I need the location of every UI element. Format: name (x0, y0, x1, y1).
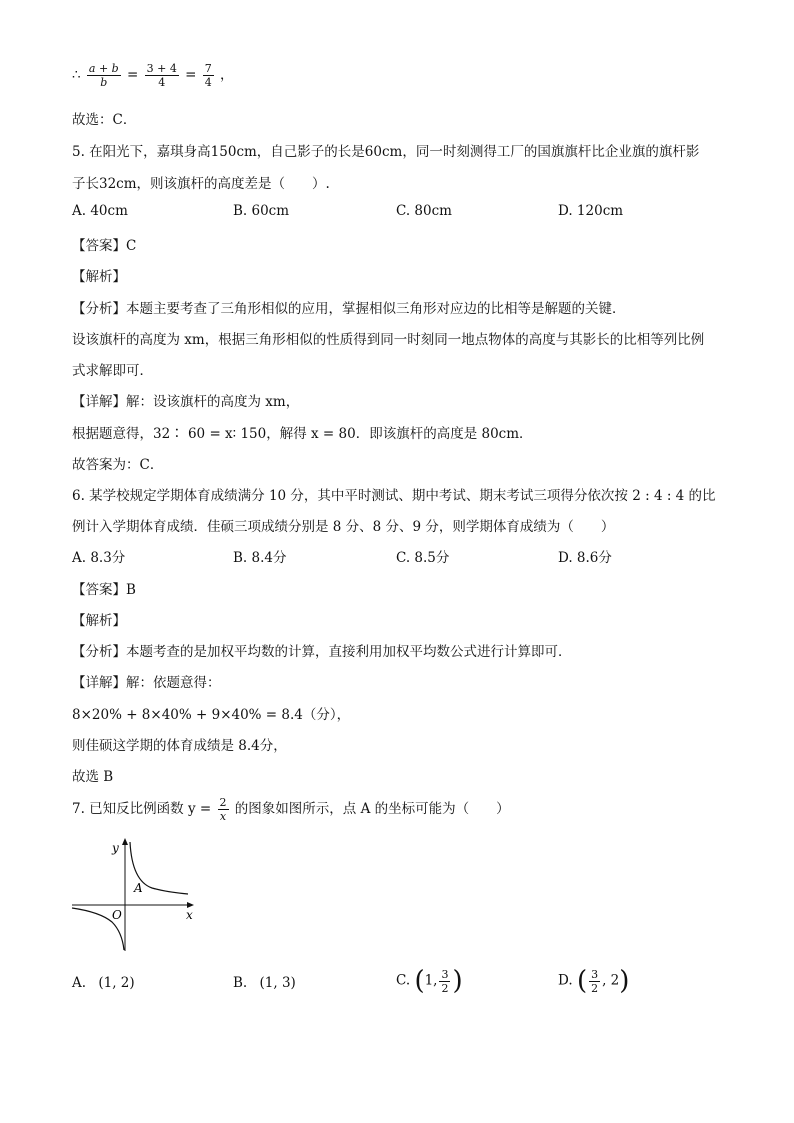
option-letter: B. (233, 975, 248, 991)
q6-analysis: 【分析】本题考查的是加权平均数的计算，直接利用加权平均数公式进行计算即可． (72, 644, 572, 660)
q5-option-d: D. 120cm (558, 203, 624, 219)
q7-stem-suffix: 的图象如图所示，点 A 的坐标可能为（ ） (234, 801, 510, 817)
option-value: (1, 2) (98, 975, 135, 991)
q6-option-b: B. 8.4分 (233, 550, 287, 566)
q6-stem-line2: 例计入学期体育成绩．佳硕三项成绩分别是 8 分、8 分、9 分，则学期体育成绩为（ ） (72, 519, 615, 535)
left-paren: ( (576, 966, 588, 996)
therefore-symbol: ∴ (72, 67, 81, 83)
fraction-numerator: 2 (219, 796, 227, 809)
x-axis-label: x (186, 908, 193, 922)
q6-calculation: 8×20% + 8×40% + 9×40% = 8.4（分）， (72, 707, 351, 723)
q5-analysis-title: 【解析】 (72, 269, 126, 285)
fraction-2-over-x (218, 796, 229, 823)
q6-option-d: D. 8.6分 (558, 550, 612, 566)
fraction-3-over-2 (439, 968, 450, 995)
q7-option-d (558, 966, 629, 996)
q5-option-b: B. 60cm (233, 203, 290, 219)
fraction-3plus4-over-4 (145, 62, 179, 89)
q6-stem-line1: 6. 某学校规定学期体育成绩满分 10 分，其中平时测试、期中考试、期末考试三项得分依次按 2 : 4 : 4 的比 (72, 488, 716, 504)
choice-line: 故选：C． (72, 112, 137, 128)
fraction-numerator: 3 (441, 967, 449, 981)
fraction-denominator: 4 (158, 76, 166, 89)
fraction-ab-over-b (87, 62, 121, 89)
q5-conclusion: 故答案为：C． (72, 457, 164, 473)
q5-option-c: C. 80cm (396, 203, 452, 219)
comma: ， (220, 67, 234, 83)
fraction-denominator: 2 (441, 981, 449, 995)
q6-conclusion: 故选 B (72, 769, 114, 785)
fraction-denominator: x (219, 810, 227, 823)
q6-result: 则佳硕这学期的体育成绩是 8.4分， (72, 738, 287, 754)
q7-option-c (396, 966, 463, 996)
q5-description-line1: 设该旗杆的高度为 xm，根据三角形相似的性质得到同一时刻同一地点物体的高度与其影长的比相等列比例 (72, 332, 705, 348)
q5-calculation: 根据题意得，32∶ 60 = x∶ 150，解得 x = 80．即该旗杆的高度是 80cm． (72, 426, 533, 442)
q7-stem-prefix: 7. 已知反比例函数 y = (72, 801, 212, 817)
option-letter: C. (396, 972, 411, 989)
q5-answer: 【答案】C (72, 238, 137, 254)
q7-option-a (72, 975, 135, 991)
q7-hyperbola-graph (66, 836, 206, 956)
q6-answer: 【答案】B (72, 582, 136, 598)
fraction-numerator: 3 (591, 967, 599, 981)
therefore-equation (72, 62, 234, 89)
q5-stem-line2: 子长32cm，则该旗杆的高度差是（ ）. (72, 176, 330, 192)
q5-analysis: 【分析】本题主要考查了三角形相似的应用，掌握相似三角形对应边的比相等是解题的关键． (72, 301, 626, 317)
y-axis-label: y (112, 841, 119, 855)
option-suffix: , 2 (602, 972, 620, 989)
option-letter: A. (72, 975, 87, 991)
fraction-numerator: 7 (204, 62, 212, 75)
equals-sign: = (185, 67, 197, 83)
fraction-denominator: 4 (204, 76, 212, 89)
fraction-denominator: b (100, 76, 108, 89)
option-prefix: 1, (424, 972, 438, 989)
option-value: (1, 3) (259, 975, 296, 991)
q5-description-line2: 式求解即可． (72, 363, 153, 379)
q7-stem (72, 796, 510, 823)
q5-option-a: A. 40cm (72, 203, 128, 219)
fraction-numerator: a + b (88, 62, 119, 75)
q6-detail: 【详解】解：依题意得： (72, 675, 221, 691)
q6-analysis-title: 【解析】 (72, 613, 126, 629)
right-paren: ) (619, 966, 630, 996)
fraction-7-over-4 (203, 62, 214, 89)
fraction-3-over-2 (589, 968, 600, 995)
equals-sign: = (127, 67, 139, 83)
right-paren: ) (452, 966, 463, 996)
q5-stem-line1: 5. 在阳光下，嘉琪身高150cm，自己影子的长是60cm，同一时刻测得工厂的国旗旗杆比企业旗的旗杆影 (72, 144, 700, 160)
fraction-numerator: 3 + 4 (146, 62, 177, 75)
q6-option-c: C. 8.5分 (396, 550, 450, 566)
origin-label: O (112, 908, 122, 922)
q7-option-b (233, 975, 296, 991)
q5-detail: 【详解】解：设该旗杆的高度为 xm， (72, 394, 300, 410)
q6-option-a: A. 8.3分 (72, 550, 126, 566)
point-a-label: A (134, 881, 143, 895)
left-paren: ( (414, 966, 425, 996)
fraction-denominator: 2 (591, 981, 599, 995)
option-letter: D. (558, 972, 573, 989)
